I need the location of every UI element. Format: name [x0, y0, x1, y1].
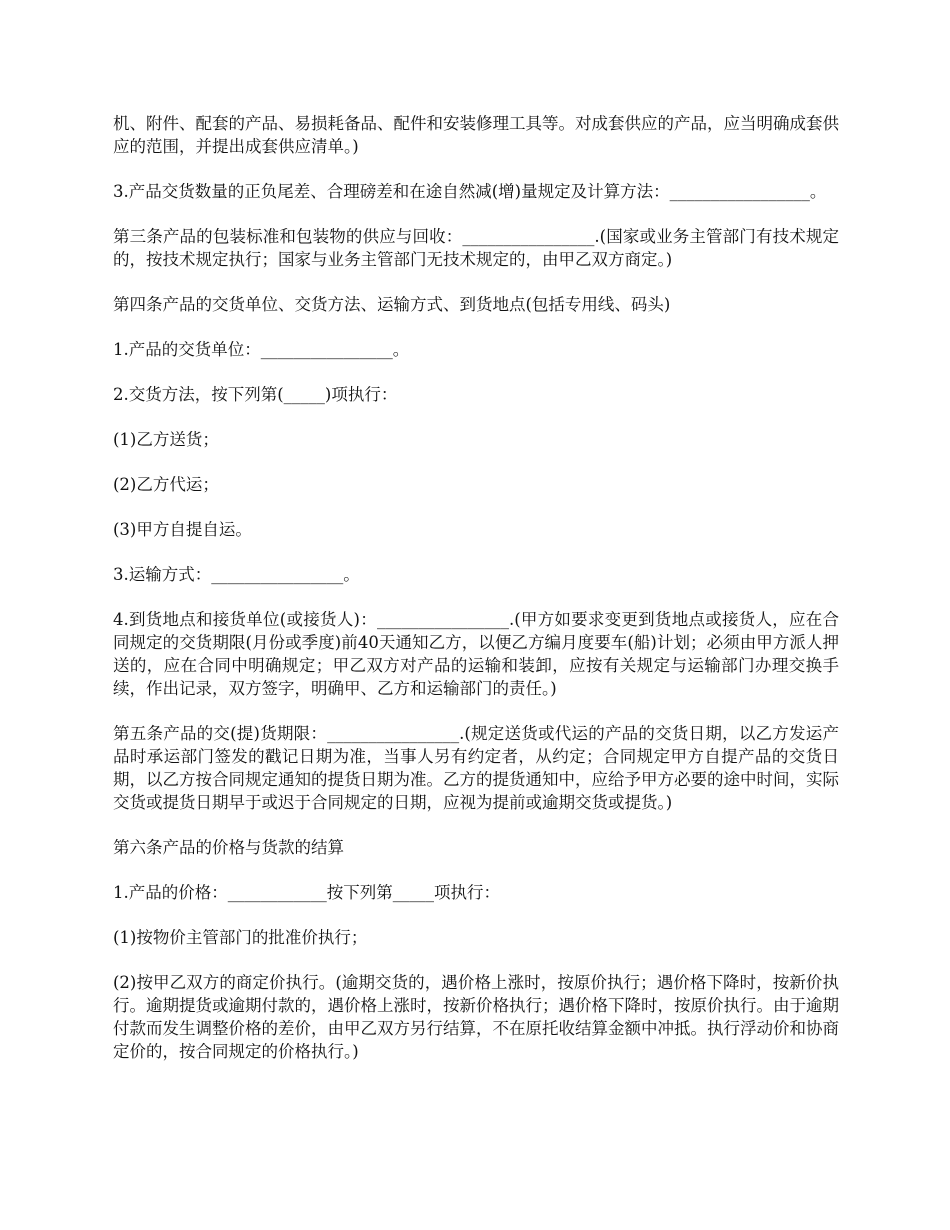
paragraph-9: (3)甲方自提自运。 — [113, 520, 252, 539]
paragraph-3: 第三条产品的包装标准和包装物的供应与回收：________________.(国家或业务主管部门有技术规定的，按技术规定执行；国家与业务主管部门无技术规定的，由甲乙双方商定。) — [113, 227, 839, 269]
paragraph-6: 2.交货方法，按下列第(_____)项执行： — [113, 385, 398, 404]
paragraph-10: 3.运输方式：________________。 — [113, 565, 360, 584]
paragraph-16: (2)按甲乙双方的商定价执行。(逾期交货的，遇价格上涨时，按原价执行；遇价格下降时，按新价执行。逾期提货或逾期付款的，遇价格上涨时，按新价格执行；遇价格下降时，按原价执行。由于逾期付款而发生调整价格的差价，由甲乙双方另行结算，不在原托收结算金额中冲抵。执行浮动价和协商定价的，按合同规定的价格执行。) — [113, 973, 839, 1061]
paragraph-7: (1)乙方送货； — [113, 430, 219, 449]
paragraph-15: (1)按物价主管部门的批准价执行； — [113, 928, 368, 947]
paragraph-12: 第五条产品的交(提)货期限：________________.(规定送货或代运的产品的交货日期，以乙方发运产品时承运部门签发的戳记日期为准，当事人另有约定者，从约定；合同规定甲方自提产品的交货日期，以乙方按合同规定通知的提货日期为准。乙方的提货通知中，应给予甲方必要的途中时间，实际交货或提货日期早于或迟于合同规定的日期，应视为提前或逾期交货或提货。) — [113, 724, 839, 812]
paragraph-2: 3.产品交货数量的正负尾差、合理磅差和在途自然减(增)量规定及计算方法：_________________。 — [113, 182, 827, 201]
paragraph-1: 机、附件、配套的产品、易损耗备品、配件和安装修理工具等。对成套供应的产品，应当明确成套供应的范围，并提出成套供应清单。) — [113, 114, 839, 156]
document-page — [113, 112, 839, 1085]
paragraph-5: 1.产品的交货单位：________________。 — [113, 340, 410, 359]
paragraph-11: 4.到货地点和接货单位(或接货人)：________________.(甲方如要求变更到货地点或接货人，应在合同规定的交货期限(月份或季度)前40天通知乙方，以便乙方编月度要车(船)计划；必须由甲方派人押送的，应在合同中明确规定；甲乙双方对产品的运输和装卸，应按有关规定与运输部门办理交换手续，作出记录，双方签字，明确甲、乙方和运输部门的责任。) — [113, 610, 839, 698]
paragraph-14: 1.产品的价格：____________按下列第_____项执行： — [113, 883, 500, 902]
paragraph-8: (2)乙方代运； — [113, 475, 219, 494]
paragraph-13: 第六条产品的价格与货款的结算 — [113, 838, 344, 857]
paragraph-4: 第四条产品的交货单位、交货方法、运输方式、到货地点(包括专用线、码头) — [113, 295, 671, 314]
